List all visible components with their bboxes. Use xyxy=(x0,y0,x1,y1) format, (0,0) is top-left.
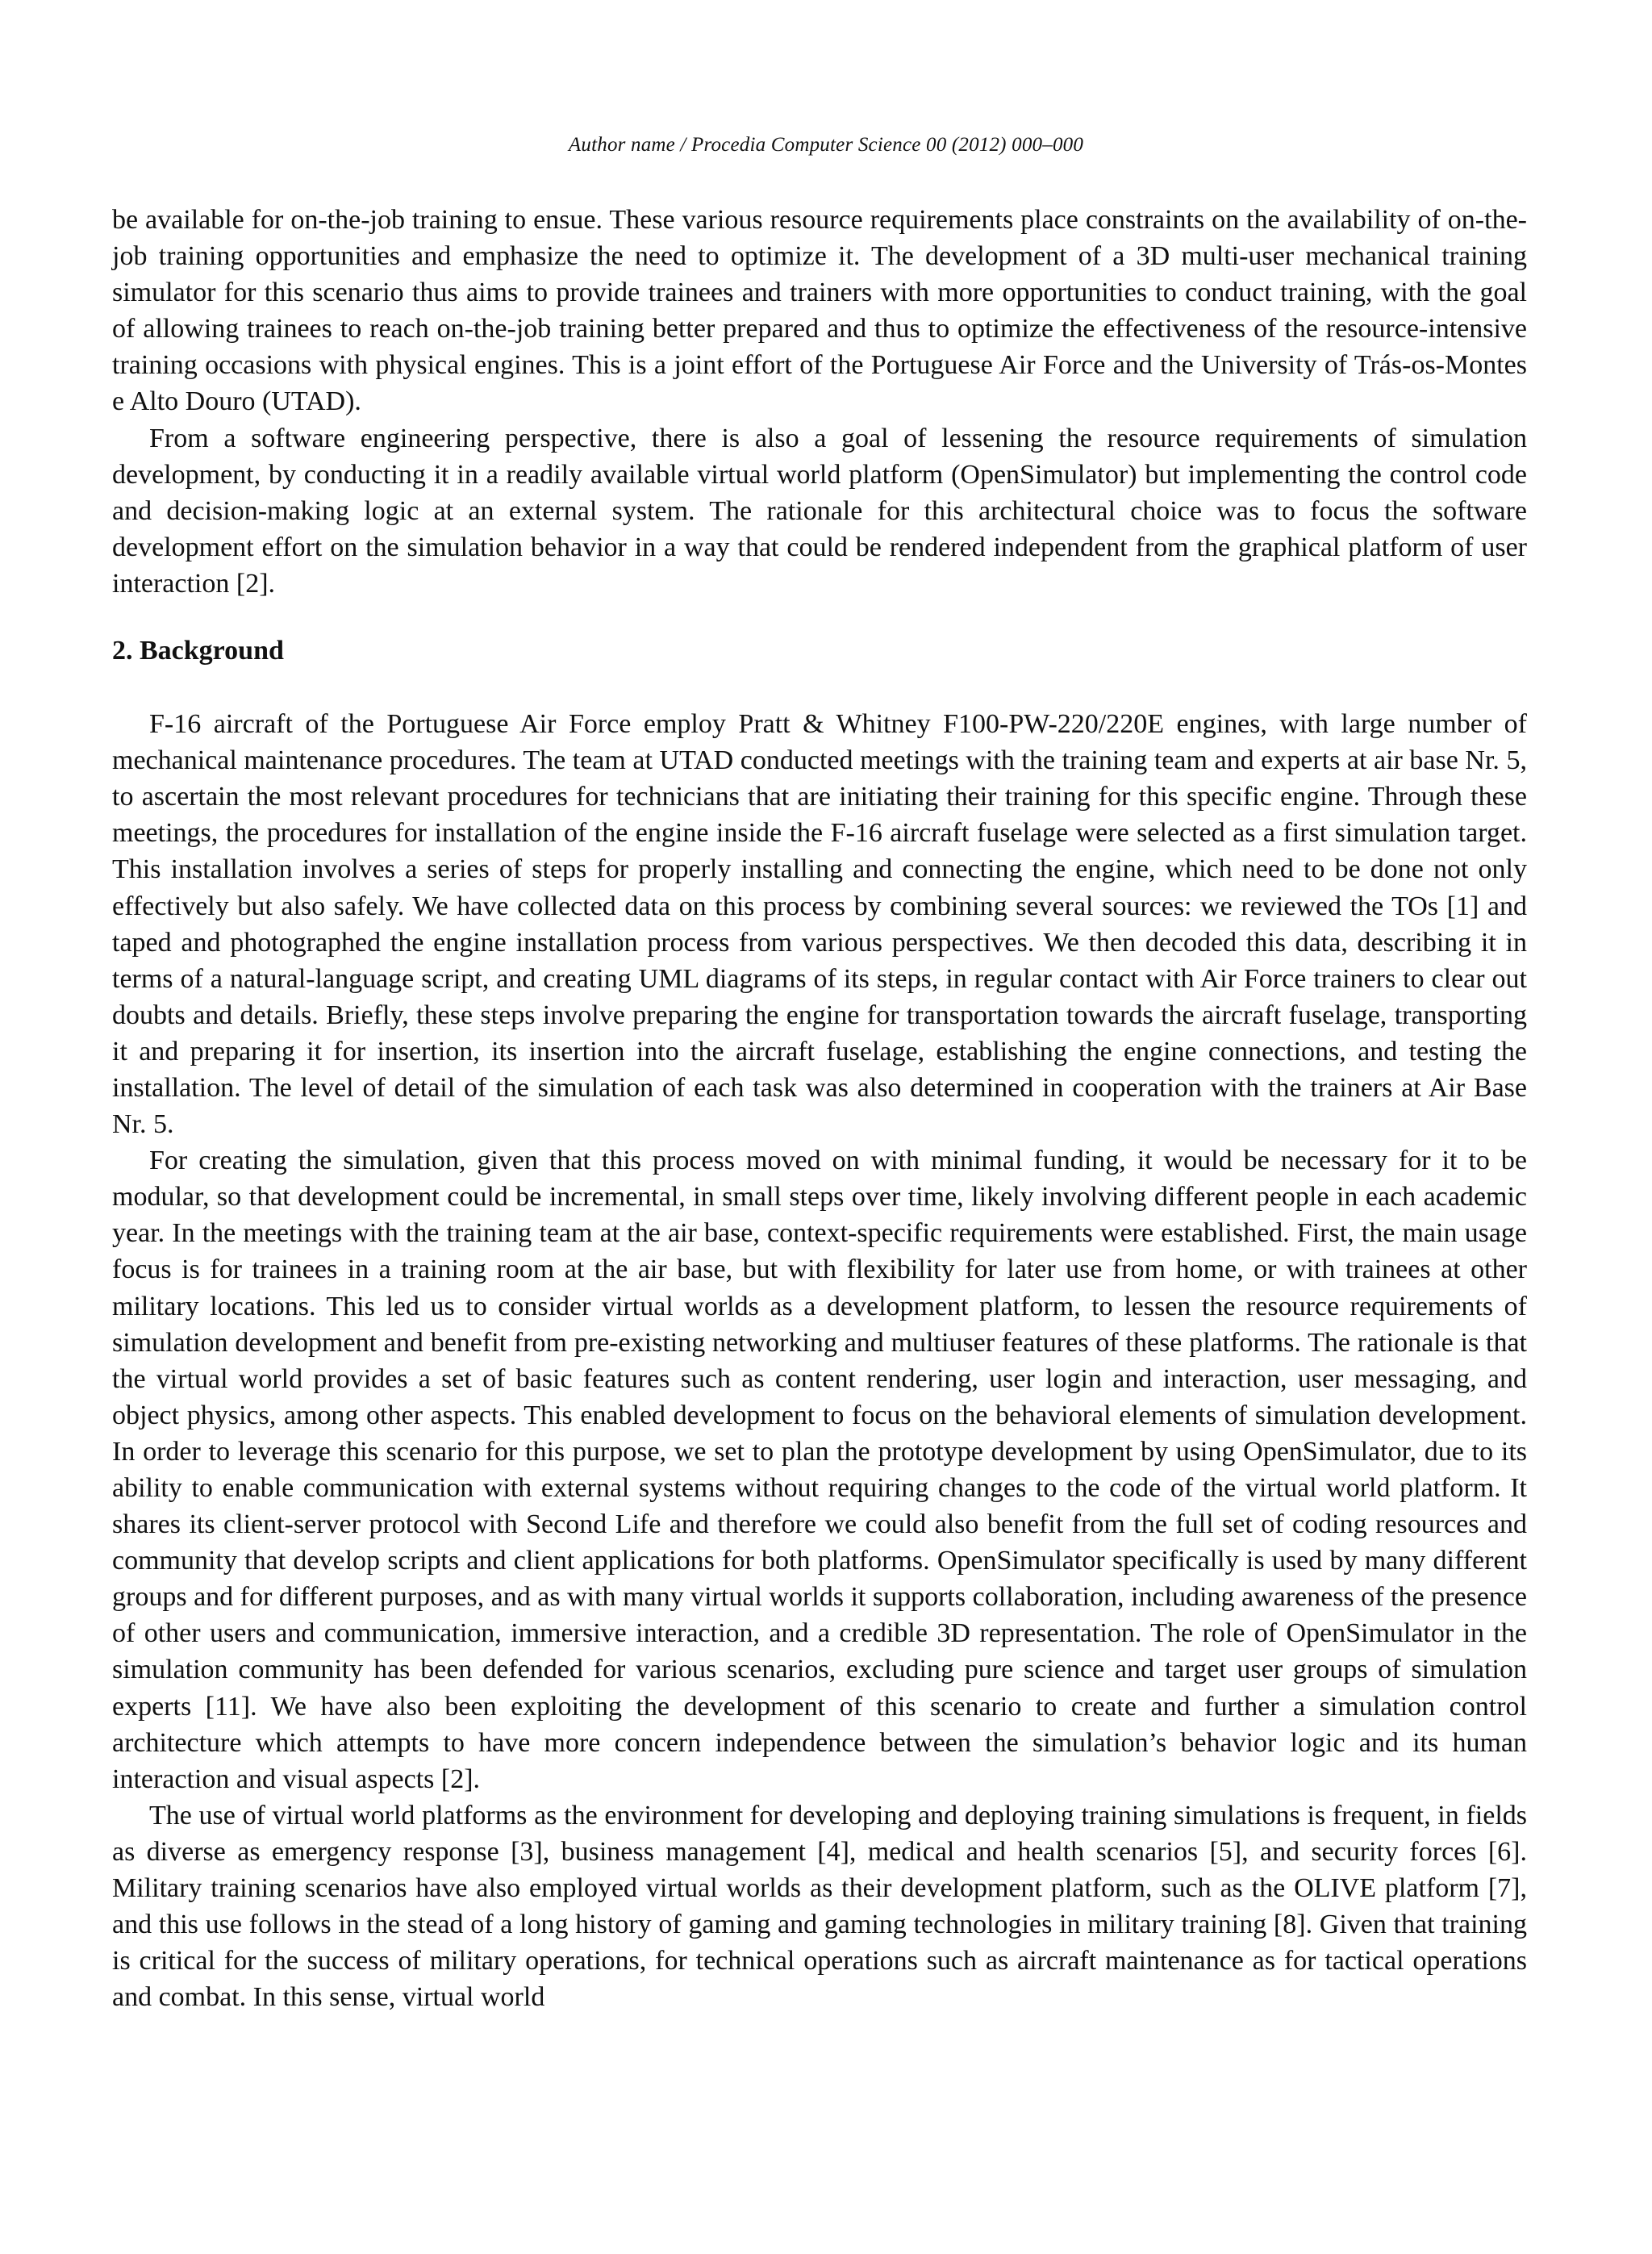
section-heading-background: 2. Background xyxy=(112,636,284,666)
paragraph-continuation: be available for on-the-job training to ensue. These various resource requirements place constraints on the availability of on-the-job training opportunities and emphasize the need to optimize it. The development of a 3D multi-user mechanical training simulator for this scenario thus aims to provide trainees and trainers with more opportunities to conduct training, with the goal of allowing trainees to reach on-the-job training better prepared and thus to optimize the effectiveness of the resource-intensive training occasions with physical engines. This is a joint effort of the Portuguese Air Force and the University of Trás-os-Montes e Alto Douro (UTAD). xyxy=(112,205,1527,417)
paragraph-software-engineering: From a software engineering perspective, there is also a goal of lessening the resource requirements of simulation development, by conducting it in a readily available virtual world platform (OpenSimulator) but implementing the control code and decision-making logic at an external system. The rationale for this architectural choice was to focus the software development effort on the simulation behavior in a way that could be rendered independent from the graphical platform of user interaction [2]. xyxy=(112,423,1527,599)
running-header: Author name / Procedia Computer Science 00 (2012) 000–000 xyxy=(568,134,1084,156)
paragraph-f16-engines: F-16 aircraft of the Portuguese Air Force employ Pratt & Whitney F100-PW-220/220E engines, with large number of mechanical maintenance procedures. The team at UTAD conducted meetings with the training team and experts at air base Nr. 5, to ascertain the most relevant procedures for technicians that are initiating their training for this specific engine. Through these meetings, the procedures for installation of the engine inside the F-16 aircraft fuselage were selected as a first simulation target. This installation involves a series of steps for properly installing and connecting the engine, which need to be done not only effectively but also safely. We have collected data on this process by combining several sources: we reviewed the TOs [1] and taped and photographed the engine installation process from various perspectives. We then decoded this data, describing it in terms of a natural-language script, and creating UML diagrams of its steps, in regular contact with Air Force trainers to clear out doubts and details. Briefly, these steps involve preparing the engine for transportation towards the aircraft fuselage, transporting it and preparing it for insertion, its insertion into the aircraft fuselage, establishing the engine connections, and testing the installation. The level of detail of the simulation of each task was also determined in cooperation with the trainers at Air Base Nr. 5. xyxy=(112,709,1527,1140)
paragraph-simulation-creation: For creating the simulation, given that this process moved on with minimal funding, it would be necessary for it to be modular, so that development could be incremental, in small steps over time, likely involving different people in each academic year. In the meetings with the training team at the air base, context-specific requirements were established. First, the main usage focus is for trainees in a training room at the air base, but with flexibility for later use from home, or with trainees at other military locations. This led us to consider virtual worlds as a development platform, to lessen the resource requirements of simulation development and benefit from pre-existing networking and multiuser features of these platforms. The rationale is that the virtual world provides a set of basic features such as content rendering, user login and interaction, user messaging, and object physics, among other aspects. This enabled development to focus on the behavioral elements of simulation development. In order to leverage this scenario for this purpose, we set to plan the prototype development by using OpenSimulator, due to its ability to enable communication with external systems without requiring changes to the code of the virtual world platform. It shares its client-server protocol with Second Life and therefore we could also benefit from the full set of coding resources and community that develop scripts and client applications for both platforms. OpenSimulator specifically is used by many different groups and for different purposes, and as with many virtual worlds it supports collaboration, including awareness of the presence of other users and communication, immersive interaction, and a credible 3D representation. The role of OpenSimulator in the simulation community has been defended for various scenarios, excluding pure science and target user groups of simulation experts [11]. We have also been exploiting the development of this scenario to create and further a simulation control architecture which attempts to have more concern independence between the simulation’s behavior logic and its human interaction and visual aspects [2]. xyxy=(112,1146,1527,1794)
paragraph-virtual-world-use: The use of virtual world platforms as the environment for developing and deploying training simulations is frequent, in fields as diverse as emergency response [3], business management [4], medical and health scenarios [5], and security forces [6]. Military training scenarios have also employed virtual worlds as their development platform, such as the OLIVE platform [7], and this use follows in the stead of a long history of gaming and gaming technologies in military training [8]. Given that training is critical for the success of military operations, for technical operations such as aircraft maintenance as for tactical operations and combat. In this sense, virtual world xyxy=(112,1800,1527,2013)
body-text xyxy=(112,202,1527,2015)
